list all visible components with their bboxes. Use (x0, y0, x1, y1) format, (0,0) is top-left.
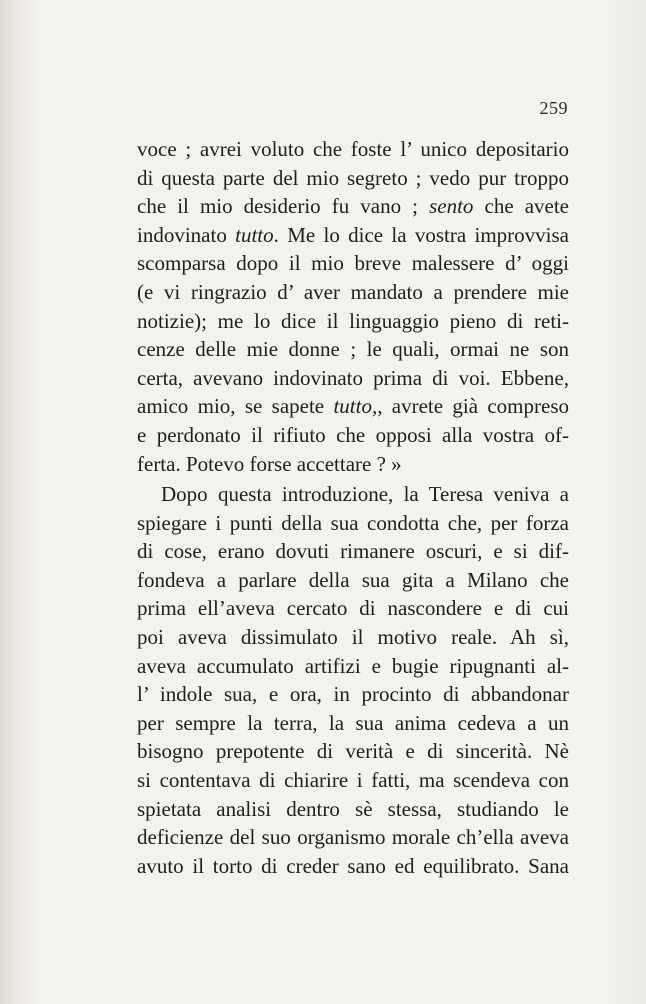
italic-word: tutto (235, 222, 274, 247)
text-line: per sempre la terra, la sua anima cedeva a un (137, 710, 569, 735)
text-line: Dopo questa introduzione, la Teresa veniva a (161, 482, 569, 506)
paragraph-1 (137, 135, 569, 478)
text-run: . Me lo dice la vostra improvvisa (273, 222, 569, 247)
text-line: (e vi ringrazio d’ aver mandato a prendere mie (137, 279, 569, 304)
text-line: deficienze del suo organismo morale ch’ella aveva (137, 825, 569, 850)
text-line: spietata analisi dentro sè stessa, studiando le (137, 796, 569, 821)
italic-word: sento (429, 194, 474, 219)
text-line (137, 221, 569, 250)
text-line: e perdonato il rifiuto che opposi alla vostra of- (137, 422, 569, 447)
text-line: fondeva a parlare della sua gita a Milano che (137, 567, 569, 592)
text-line: di cose, erano dovuti rimanere oscuri, e si dif- (137, 539, 569, 564)
text-line: avuto il torto di creder sano ed equilibrato. Sana (137, 853, 569, 878)
text-line: si contentava di chiarire i fatti, ma scendeva con (137, 767, 569, 792)
page-number: 259 (539, 98, 568, 118)
text-line: cenze delle mie donne ; le quali, ormai ne son (137, 337, 569, 362)
text-line (137, 392, 569, 421)
text-line: voce ; avrei voluto che foste l’ unico depositario (137, 137, 569, 161)
text-line: bisogno prepotente di verità e di sincerità. Nè (137, 739, 569, 764)
text-run: indovinato (137, 222, 227, 247)
text-line: scomparsa dopo il mio breve malessere d’ oggi (137, 251, 569, 276)
text-line: notizie); me lo dice il linguaggio pieno di reti- (137, 308, 569, 333)
text-line: l’ indole sua, e ora, in procinto di abbandonar (137, 682, 569, 707)
text-run: amico mio, se sapete (137, 394, 325, 419)
text-line: di questa parte del mio segreto ; vedo pur troppo (137, 165, 569, 190)
text-line: spiegare i punti della sua condotta che, per forza (137, 510, 569, 535)
text-line: aveva accumulato artifizi e bugie ripugnanti al- (137, 653, 569, 678)
text-run: che il mio desiderio fu vano ; (137, 194, 419, 219)
text-line (137, 192, 569, 221)
text-line: ferta. Potevo forse accettare ? » (137, 451, 402, 476)
text-line: prima ell’aveva cercato di nascondere e di cui (137, 596, 569, 621)
text-line: certa, avevano indovinato prima di voi. Ebbene, (137, 365, 569, 390)
text-line: poi aveva dissimulato il motivo reale. Ah sì, (137, 624, 569, 649)
italic-word: tutto, (333, 394, 378, 419)
text-run: che avete (484, 194, 570, 219)
paragraph-2 (137, 480, 569, 880)
text-run: , avrete già compreso (377, 394, 569, 419)
